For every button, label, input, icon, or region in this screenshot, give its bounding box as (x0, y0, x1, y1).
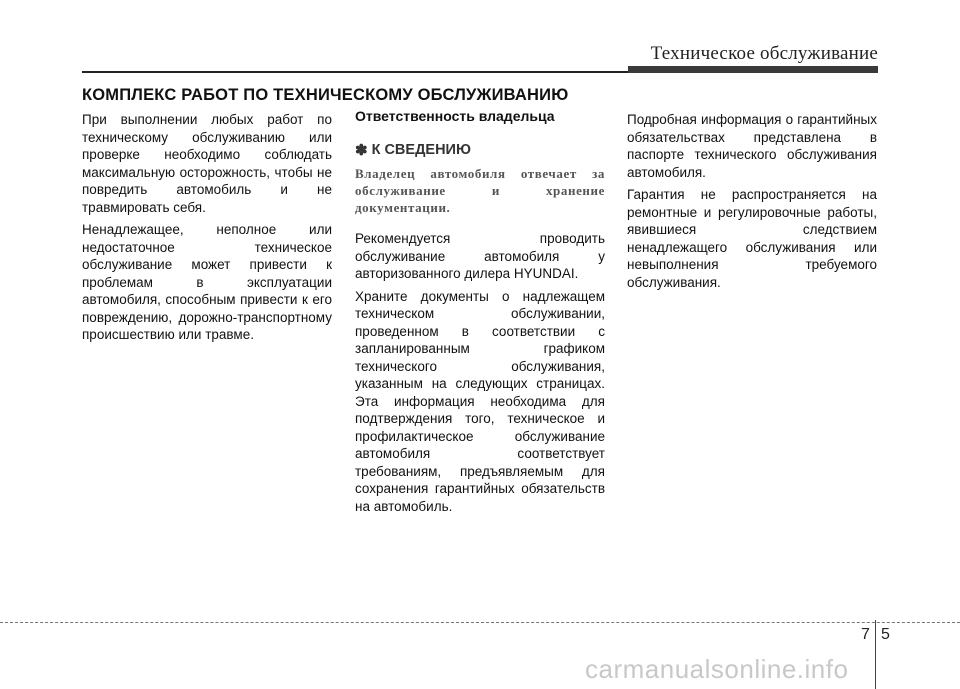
watermark: carmanualsonline.info (585, 654, 849, 684)
notice-text: Владелец автомобиля отвечает за обслуживание и хранение документации. (355, 166, 605, 215)
asterisk-icon: ✽ (355, 141, 368, 159)
paragraph: Гарантия не распространяется на ремонтные и регулировочные работы, явившиеся следствием ненадлежащего обслуживания или невыполнения требуемого обслуживания. (627, 187, 877, 290)
section-title: КОМПЛЕКС РАБОТ ПО ТЕХНИЧЕСКОМУ ОБСЛУЖИВАНИЮ (82, 86, 569, 104)
page-number: 5 (881, 626, 890, 643)
page-number-divider (875, 620, 876, 689)
paragraph: При выполнении любых работ по техническому обслуживанию или проверке необходимо соблюдать максимальную осторожность, чтобы не повредить автомобиль и не травмировать себя. (82, 112, 332, 215)
footer-rule (0, 622, 960, 623)
paragraph: Ненадлежащее, неполное или недостаточное техническое обслуживание может привести к проблемам в эксплуатации автомобиля, способным привести к его повреждению, дорожно-транспортному происшествию или травме. (82, 222, 332, 342)
owner-responsibility-heading: Ответственность владельца (355, 108, 555, 124)
paragraph: Храните документы о надлежащем техническом обслуживании, проведенном в соответствии с запланированным графиком технического обслуживания, указанным на следующих страницах. Эта информация необходима для подтверждения того, техническое и профилактическое обслуживание автомобиля соответствует требованиям, предъявляемым для сохранения гарантийных обязательств на автомобиль. (355, 288, 605, 514)
running-header-title: Техническое обслуживание (650, 43, 878, 64)
text-column-3 (627, 111, 877, 296)
text-column-1 (82, 111, 332, 349)
paragraph: Рекомендуется проводить обслуживание автомобиля у авторизованного дилера HYUNDAI. (355, 231, 605, 281)
paragraph: Подробная информация о гарантийных обязательствах представлена в паспорте технического обслуживания автомобиля. (627, 112, 877, 180)
text-column-2 (355, 108, 605, 520)
header-rule (82, 71, 628, 73)
chapter-number: 7 (861, 626, 870, 643)
notice-label: К СВЕДЕНИЮ (371, 141, 471, 158)
notice-heading (355, 142, 605, 160)
header-bar (628, 66, 878, 73)
